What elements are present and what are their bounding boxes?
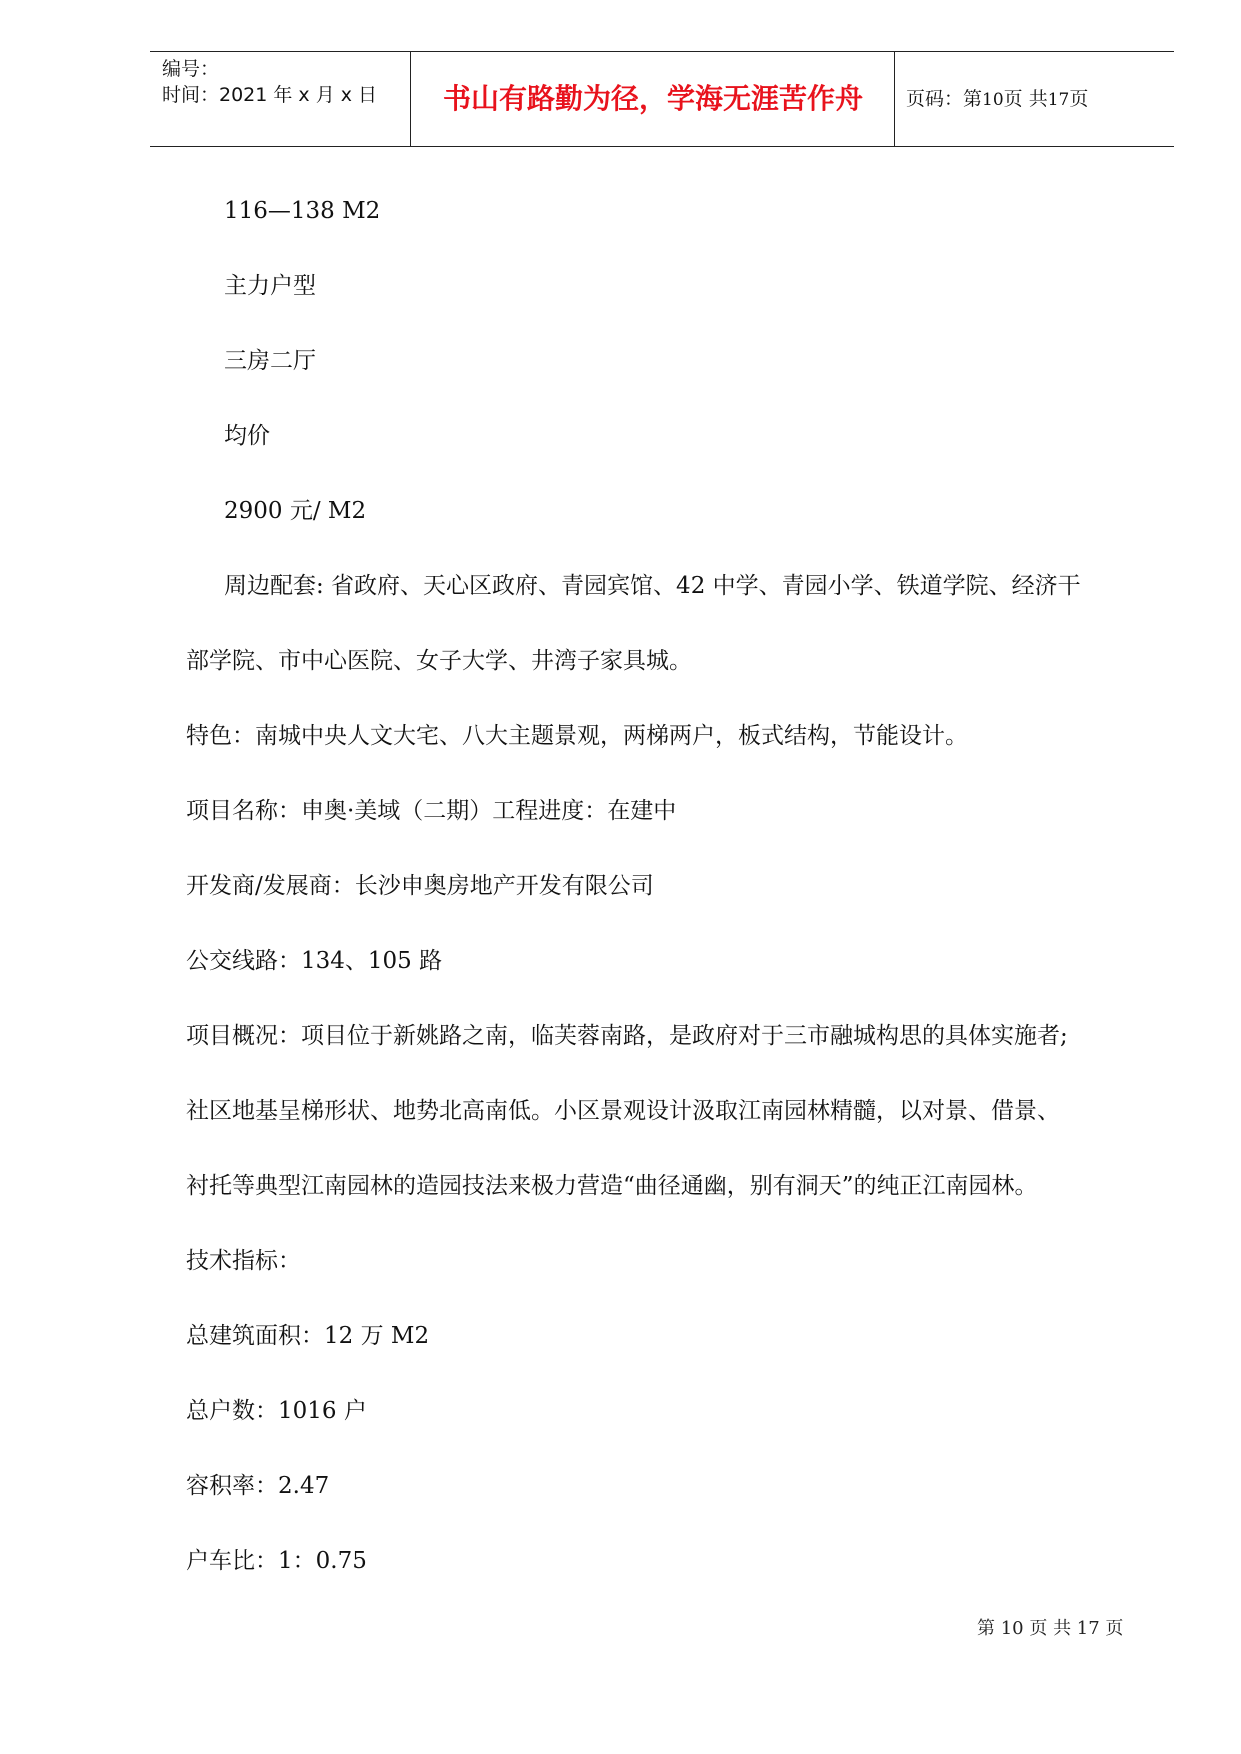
- header-motto: 书山有路勤为径，学海无涯苦作舟: [442, 82, 863, 115]
- page-mid: 页 共: [1003, 88, 1048, 110]
- overview-line-1: 项目概况：项目位于新姚路之南，临芙蓉南路，是政府对于三市融城构思的具体实施者;: [186, 1023, 1068, 1049]
- surroundings-line-1: 周边配套: 省政府、天心区政府、青园宾馆、42 中学、青园小学、铁道学院、经济干: [224, 573, 1081, 599]
- surroundings-line-2: 部学院、市中心医院、女子大学、井湾子家具城。: [186, 648, 692, 674]
- avg-price-value: 2900 元/ M2: [224, 498, 367, 524]
- developer-line: 开发商/发展商：长沙申奥房地产开发有限公司: [186, 873, 654, 899]
- page-total: 17: [1047, 90, 1070, 110]
- area-range: 116—138 M2: [224, 198, 381, 224]
- main-unit-label: 主力户型: [224, 273, 316, 299]
- tech-index-heading: 技术指标：: [186, 1248, 301, 1274]
- overview-line-2: 社区地基呈梯形状、地势北高南低。小区景观设计汲取江南园林精髓，以对景、借景、: [186, 1098, 1060, 1124]
- header-page-indicator: [906, 52, 1088, 146]
- page-footer: 第 10 页 共 17 页: [977, 1618, 1124, 1639]
- header-divider-right: [894, 52, 895, 146]
- total-floor-area: 总建筑面积：12 万 M2: [186, 1323, 430, 1349]
- header-meta: [162, 56, 412, 108]
- main-unit-type: 三房二厅: [224, 348, 316, 374]
- document-number-label: 编号：: [162, 58, 220, 80]
- page-prefix: 页码：第: [906, 88, 983, 110]
- page-suffix: 页: [1069, 88, 1089, 110]
- bus-routes-line: 公交线路：134、105 路: [186, 948, 443, 974]
- features-line: 特色：南城中央人文大宅、八大主题景观，两梯两户，板式结构，节能设计。: [186, 723, 968, 749]
- page-header: [150, 51, 1174, 147]
- total-households: 总户数：1016 户: [186, 1398, 367, 1424]
- header-divider-left: [410, 52, 411, 146]
- document-time: 时间：2021 年 x 月 x 日: [162, 84, 378, 106]
- overview-line-3: 衬托等典型江南园林的造园技法来极力营造“曲径通幽，别有洞天”的纯正江南园林。: [186, 1173, 1038, 1199]
- project-name-line: 项目名称：申奥·美域（二期）工程进度：在建中: [186, 798, 677, 824]
- household-parking-ratio: 户车比：1：0.75: [186, 1548, 367, 1574]
- plot-ratio: 容积率：2.47: [186, 1473, 330, 1499]
- page-current: 10: [982, 90, 1004, 110]
- avg-price-label: 均价: [224, 423, 270, 449]
